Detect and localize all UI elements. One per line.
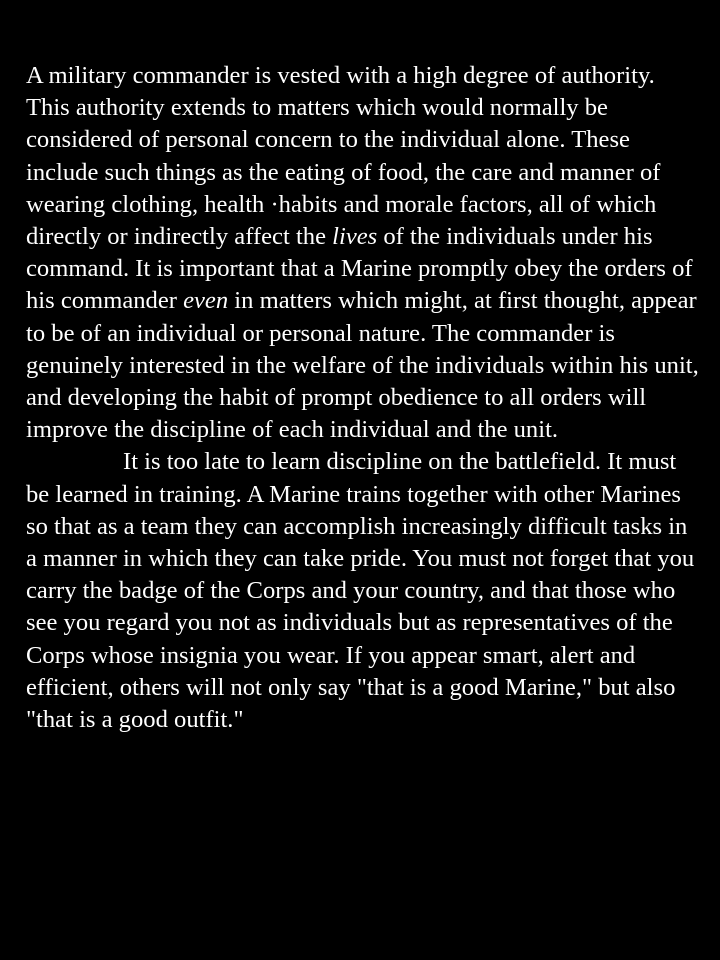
paragraph-1-text-part-1: A military commander is vested with a high degree of authority. This authority extends to matters which would normally be considered of personal concern to the individual alone. These include such things as the eating of food, the care and manner of wearing clothing, health ·habits and morale factors, all of which directly or indirectly affect the: [26, 62, 661, 251]
paragraph-1-text-part-2: of the individuals under his command. It is important that a Marine promptly obey the orders of his commander: [26, 223, 693, 315]
document-body: [26, 60, 704, 736]
paragraph-discipline: [26, 446, 704, 736]
emphasis-even: even: [183, 287, 229, 315]
emphasis-lives: lives: [332, 223, 378, 251]
paragraph-authority: [26, 60, 704, 446]
paragraph-2-text: It is too late to learn discipline on the battlefield. It must be learned in training. A Marine trains together with other Marines so that as a team they can accomplish increasingly difficult tasks in a manner in which they can take pride. You must not forget that you carry the badge of the Corps and your country, and that those who see you regard you not as individuals but as representatives of the Corps whose insignia you wear. If you appear smart, alert and efficient, others will not only say "that is a good Marine," but also "that is a good outfit.": [26, 448, 695, 734]
paragraph-1-text-part-3: in matters which might, at first thought, appear to be of an individual or personal nature. The commander is genuinely interested in the welfare of the individuals within his unit, and developing the habit of prompt obedience to all orders will improve the discipline of each individual and the unit.: [26, 287, 699, 444]
